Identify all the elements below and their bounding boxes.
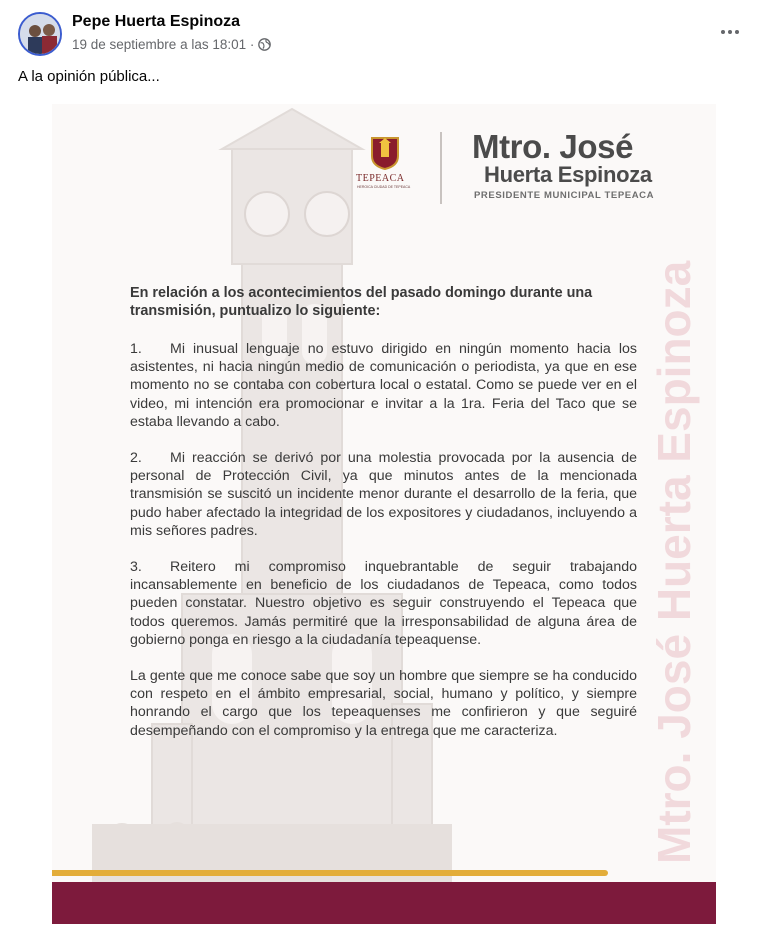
tepeaca-shield-logo (370, 134, 400, 170)
logo-text: TEPEACA (356, 173, 405, 184)
statement-intro: En relación a los acontecimientos del pasado domingo durante una transmisión, puntualizo lo siguiente: (130, 285, 593, 319)
name-line-2: Huerta Espinoza (484, 162, 652, 187)
statement-paragraph: 3. Reitero mi compromiso inquebrantable de seguir trabajando incansablemente en beneficio de los ciudadanos de Tepeaca, como todos pueden constatar. Nuestro objetivo es seguir construyendo el Tepeaca que todos queremos. Jamás permitiré que la irresponsabilidad de alguna área de gobierno ponga en riesgo a la ciudadanía tepeaquense. (130, 559, 637, 648)
logo-subtext: HEROICA CIUDAD DE TEPEACA (357, 185, 411, 189)
vertical-name-watermark (640, 184, 710, 864)
statement-body (130, 284, 637, 758)
statement-closing: La gente que me conoce sabe que soy un hombre que siempre se ha conducido con respeto en el ámbito empresarial, social, humano y político, y siempre honrando el cargo que los tepeaquenses me confirieron y que seguiré desempeñando con el compromiso y la entrega que me caracteriza. (130, 668, 637, 739)
statement-document (52, 104, 716, 924)
logo-divider (440, 132, 442, 204)
post-timestamp[interactable]: 19 de septiembre a las 18:01 · (72, 37, 255, 52)
globe-icon (258, 38, 271, 51)
post-author[interactable]: Pepe Huerta Espinoza (72, 13, 241, 30)
avatar[interactable] (18, 12, 62, 56)
post-caption: A la opinión pública... (18, 68, 160, 85)
gold-accent-bar (52, 870, 608, 876)
svg-text:Mtro. José Huerta Espinoza: Mtro. José Huerta Espinoza (648, 260, 700, 864)
maroon-footer-bar (52, 882, 716, 924)
statement-paragraph: 1. Mi inusual lenguaje no estuvo dirigido en ningún momento hacia los asistentes, ni hacia ningún medio de comunicación o periodista, ya que en ese momento no se contaba con cobertura local o estatal. Como se puede ver en el video, mi intención era promocionar e invitar a la 1ra. Feria del Taco que se estaba llevando a cabo. (130, 341, 637, 430)
statement-paragraph: 2. Mi reacción se derivó por una molestia provocada por la ausencia de personal de Protección Civil, ya que minutos antes de la mencionada transmisión se suscitó un incidente menor durante el desarrollo de la feria, que pudo haber afectado la integridad de los expositores y ciudadanos, incluyendo a mis señores padres. (130, 450, 637, 539)
post-image[interactable] (0, 104, 768, 933)
post-meta (72, 37, 271, 52)
role-title: PRESIDENTE MUNICIPAL TEPEACA (474, 190, 655, 201)
more-options-icon[interactable] (716, 18, 744, 46)
post-header (0, 0, 768, 104)
name-line-1: Mtro. José (472, 128, 634, 165)
